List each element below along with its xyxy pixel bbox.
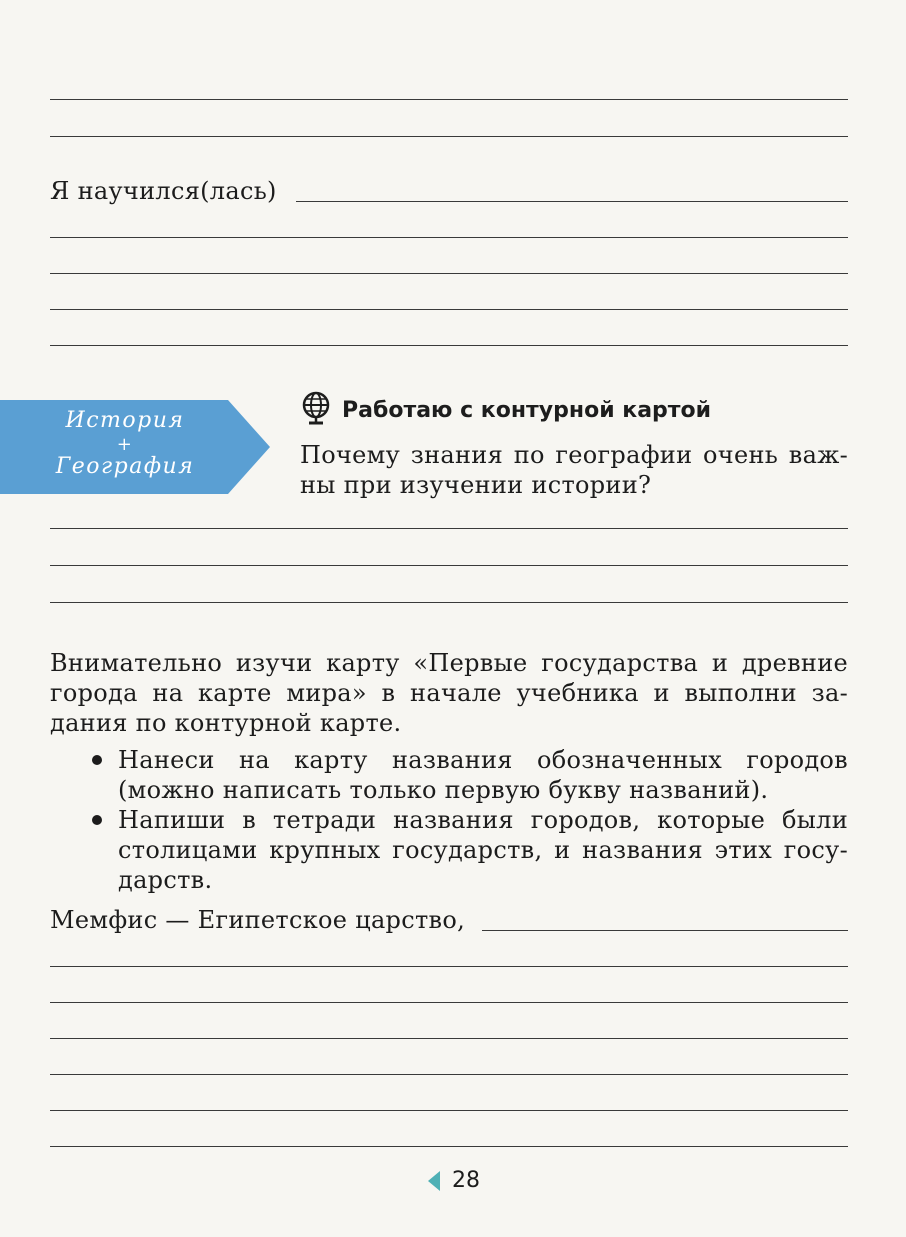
answer-line[interactable]: [50, 1002, 848, 1003]
page-marker-icon: [428, 1171, 440, 1191]
banner-plus: +: [116, 434, 134, 455]
banner-line-geography: География: [55, 454, 195, 479]
answer-line[interactable]: [50, 966, 848, 967]
answer-line[interactable]: [50, 1146, 848, 1147]
section-title: Работаю с контурной картой: [342, 397, 712, 423]
answer-line[interactable]: [50, 237, 848, 238]
answer-line[interactable]: [50, 1110, 848, 1111]
bullet-dot: [92, 815, 102, 825]
page-number: [428, 1168, 480, 1193]
answer-line[interactable]: [50, 273, 848, 274]
bullet-text: (можно написать только первую букву названий).: [118, 776, 769, 804]
bullet-text: дарств.: [118, 866, 213, 894]
answer-line[interactable]: [50, 528, 848, 529]
banner-line-history: История: [65, 408, 185, 433]
bullet-dot: [92, 755, 102, 765]
answer-line[interactable]: [50, 345, 848, 346]
question-line: ны при изучении истории?: [300, 471, 652, 499]
answer-line[interactable]: [50, 99, 848, 100]
bullet-text: Нанеси на карту названия обозначенных городов: [118, 746, 848, 774]
bullet-text: столицами крупных государств, и названия этих госу-: [118, 836, 848, 864]
task-line: города на карте мира» в начале учебника и выполни за-: [50, 679, 848, 707]
section-heading: [300, 388, 711, 432]
task-line: Внимательно изучи карту «Первые государства и древние: [50, 649, 848, 677]
answer-line[interactable]: [50, 309, 848, 310]
page-number-text: 28: [452, 1168, 480, 1193]
globe-icon: [300, 390, 332, 430]
answer-line[interactable]: [50, 1074, 848, 1075]
example-label: Мемфис — Египетское царство,: [50, 906, 466, 934]
answer-line[interactable]: [50, 602, 848, 603]
question-line: Почему знания по географии очень важ-: [300, 441, 848, 469]
task-line: дания по контурной карте.: [50, 709, 402, 737]
answer-line[interactable]: [50, 565, 848, 566]
learned-label: Я научился(лась): [50, 177, 277, 205]
learned-answer-line[interactable]: [296, 201, 848, 202]
bullet-text: Напиши в тетради названия городов, которые были: [118, 806, 848, 834]
answer-line[interactable]: [50, 136, 848, 137]
example-answer-line[interactable]: [482, 930, 848, 931]
answer-line[interactable]: [50, 1038, 848, 1039]
history-geography-banner: [0, 398, 272, 496]
